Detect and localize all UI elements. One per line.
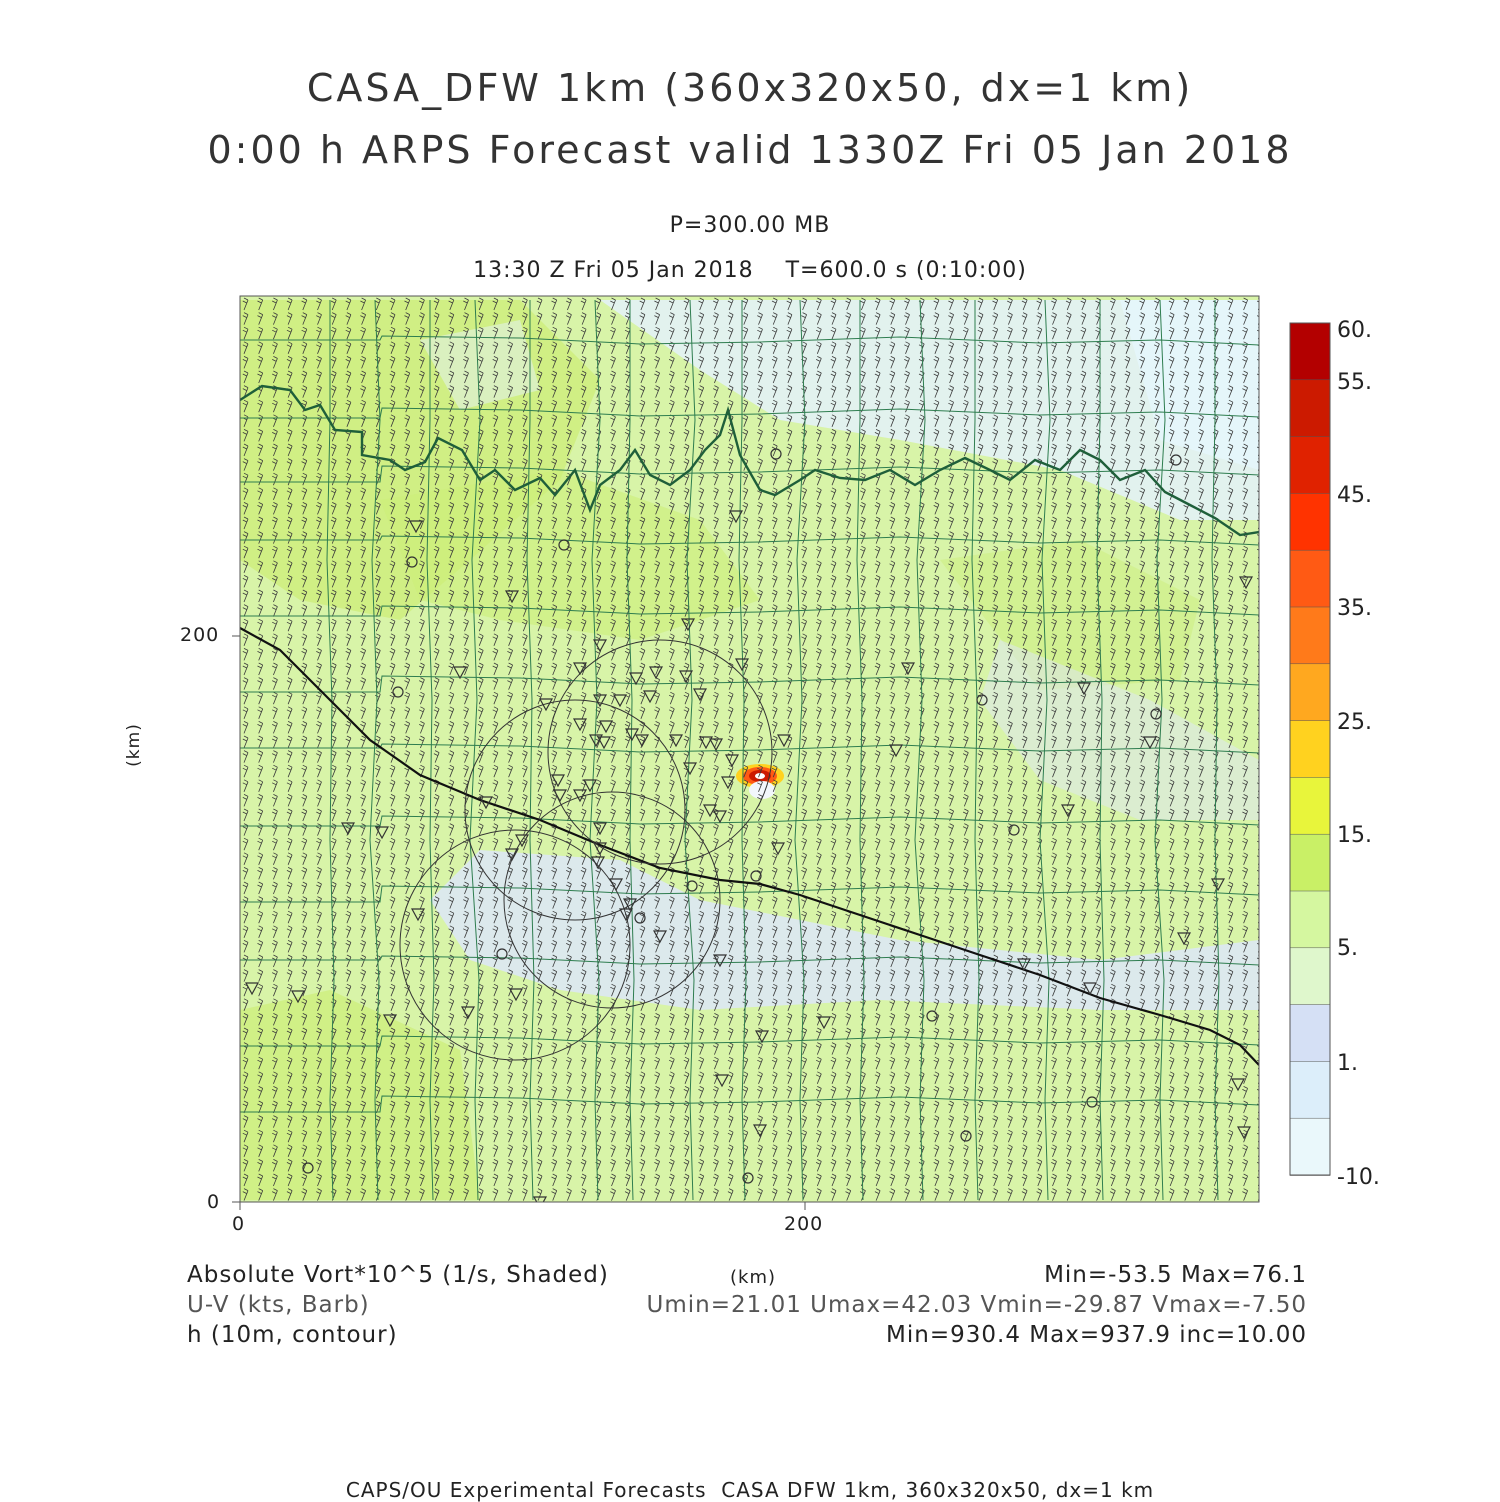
colorbar-segment [1290, 777, 1330, 834]
legend-field-1: Absolute Vort*10^5 (1/s, Shaded) [187, 1262, 609, 1288]
colorbar-label: 1. [1337, 1051, 1358, 1076]
colorbar-segment [1290, 437, 1330, 494]
y-tick-label-0: 0 [207, 1191, 221, 1213]
colorbar-label: 25. [1337, 710, 1372, 735]
x-axis-label: (km) [730, 1267, 777, 1288]
colorbar-label: 60. [1337, 318, 1372, 343]
subtitle-level: P=300.00 MB [669, 213, 831, 238]
colorbar-segment [1290, 323, 1330, 380]
vorticity-field [240, 296, 1262, 1208]
legend-stats-3: Min=930.4 Max=937.9 inc=10.00 [886, 1322, 1307, 1348]
legend-stats-1: Min=-53.5 Max=76.1 [1044, 1262, 1307, 1288]
colorbar-segment [1290, 1061, 1330, 1118]
colorbar-label: -10. [1337, 1165, 1380, 1190]
colorbar-segment [1290, 721, 1330, 778]
colorbar-label: 15. [1337, 823, 1372, 848]
colorbar-label: 45. [1337, 483, 1372, 508]
colorbar-segment [1290, 891, 1330, 948]
legend-field-2: U-V (kts, Barb) [187, 1292, 370, 1318]
colorbar-label: 35. [1337, 596, 1372, 621]
colorbar-label: 5. [1337, 936, 1358, 961]
colorbar-segment [1290, 550, 1330, 607]
colorbar [1290, 318, 1380, 1190]
colorbar-segment [1290, 1118, 1330, 1175]
title-line-1: CASA_DFW 1km (360x320x50, dx=1 km) [306, 66, 1194, 110]
y-axis-label: (km) [123, 723, 144, 767]
subtitle-time: 13:30 Z Fri 05 Jan 2018 T=600.0 s (0:10:00) [473, 258, 1027, 283]
colorbar-label: 55. [1337, 370, 1372, 395]
colorbar-segment [1290, 380, 1330, 437]
credit-line: CAPS/OU Experimental Forecasts CASA DFW 1km, 360x320x50, dx=1 km [345, 1478, 1155, 1502]
colorbar-segment [1290, 493, 1330, 550]
y-tick-label-200: 200 [180, 624, 220, 646]
legend-field-3: h (10m, contour) [187, 1322, 398, 1348]
title-line-2: 0:00 h ARPS Forecast valid 1330Z Fri 05 Jan 2018 [207, 128, 1293, 172]
colorbar-segment [1290, 834, 1330, 891]
x-tick-label-200: 200 [784, 1213, 824, 1235]
x-tick-label-0: 0 [232, 1213, 246, 1235]
legend-stats-2: Umin=21.01 Umax=42.03 Vmin=-29.87 Vmax=-7.50 [646, 1292, 1307, 1318]
colorbar-segment [1290, 664, 1330, 721]
colorbar-segment [1290, 948, 1330, 1005]
colorbar-segment [1290, 1005, 1330, 1062]
colorbar-segment [1290, 607, 1330, 664]
